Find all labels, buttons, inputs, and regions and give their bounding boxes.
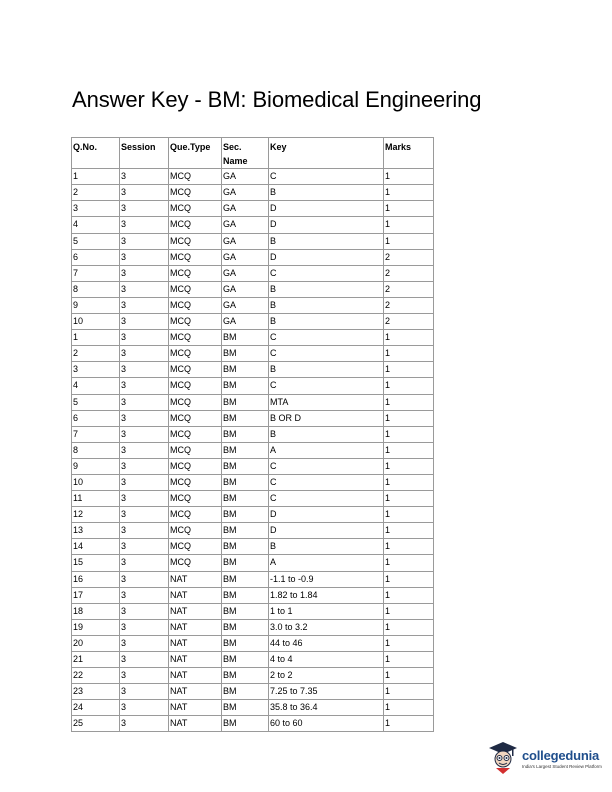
cell-que-type: MCQ (169, 458, 222, 474)
cell-key: 60 to 60 (269, 716, 384, 732)
col-header-session: Session (120, 138, 169, 169)
cell-qno: 25 (72, 716, 120, 732)
table-row (72, 233, 434, 249)
col-header-sec-name: Sec. Name (222, 138, 269, 169)
cell-marks: 1 (384, 394, 434, 410)
cell-session: 3 (120, 716, 169, 732)
cell-marks: 1 (384, 169, 434, 185)
cell-key: C (269, 491, 384, 507)
cell-sec-name: BM (222, 587, 269, 603)
cell-marks: 1 (384, 185, 434, 201)
cell-sec-name: GA (222, 297, 269, 313)
cell-que-type: MCQ (169, 346, 222, 362)
table-row (72, 201, 434, 217)
cell-que-type: NAT (169, 603, 222, 619)
cell-sec-name: BM (222, 426, 269, 442)
cell-qno: 22 (72, 668, 120, 684)
cell-qno: 7 (72, 265, 120, 281)
table-row (72, 426, 434, 442)
cell-sec-name: BM (222, 539, 269, 555)
cell-sec-name: BM (222, 668, 269, 684)
cell-session: 3 (120, 201, 169, 217)
cell-sec-name: GA (222, 217, 269, 233)
cell-session: 3 (120, 281, 169, 297)
cell-qno: 15 (72, 555, 120, 571)
cell-marks: 1 (384, 571, 434, 587)
cell-que-type: MCQ (169, 297, 222, 313)
cell-qno: 4 (72, 217, 120, 233)
cell-key: C (269, 378, 384, 394)
cell-marks: 1 (384, 539, 434, 555)
cell-session: 3 (120, 249, 169, 265)
cell-marks: 1 (384, 491, 434, 507)
cell-key: B (269, 314, 384, 330)
cell-sec-name: BM (222, 410, 269, 426)
cell-sec-name: BM (222, 555, 269, 571)
cell-key: 44 to 46 (269, 635, 384, 651)
page-title: Answer Key - BM: Biomedical Engineering (72, 87, 482, 112)
cell-sec-name: GA (222, 265, 269, 281)
collegedunia-logo (488, 740, 602, 776)
cell-qno: 13 (72, 523, 120, 539)
brand-name: collegedunia (522, 747, 600, 763)
cell-marks: 1 (384, 700, 434, 716)
table-row (72, 523, 434, 539)
cell-sec-name: BM (222, 378, 269, 394)
cell-qno: 17 (72, 587, 120, 603)
table-row (72, 169, 434, 185)
cell-marks: 1 (384, 458, 434, 474)
cell-marks: 1 (384, 362, 434, 378)
cell-sec-name: BM (222, 346, 269, 362)
cell-marks: 1 (384, 668, 434, 684)
cell-sec-name: BM (222, 474, 269, 490)
cell-marks: 1 (384, 442, 434, 458)
table-row (72, 281, 434, 297)
cell-session: 3 (120, 362, 169, 378)
cell-session: 3 (120, 571, 169, 587)
cell-qno: 10 (72, 474, 120, 490)
cell-sec-name: BM (222, 684, 269, 700)
cell-que-type: NAT (169, 716, 222, 732)
table-row (72, 410, 434, 426)
table-body (72, 169, 434, 732)
table-header-row (72, 138, 434, 169)
cell-session: 3 (120, 217, 169, 233)
cell-que-type: MCQ (169, 314, 222, 330)
cell-key: D (269, 523, 384, 539)
cell-que-type: MCQ (169, 265, 222, 281)
cell-qno: 21 (72, 652, 120, 668)
table-row (72, 652, 434, 668)
cell-key: B (269, 426, 384, 442)
cell-sec-name: GA (222, 249, 269, 265)
cell-marks: 2 (384, 281, 434, 297)
cell-marks: 1 (384, 507, 434, 523)
table-row (72, 491, 434, 507)
cell-marks: 1 (384, 523, 434, 539)
cell-qno: 18 (72, 603, 120, 619)
cell-session: 3 (120, 169, 169, 185)
cell-sec-name: BM (222, 700, 269, 716)
cell-que-type: MCQ (169, 410, 222, 426)
table-row (72, 346, 434, 362)
cell-que-type: MCQ (169, 362, 222, 378)
cell-qno: 7 (72, 426, 120, 442)
table-row (72, 555, 434, 571)
cell-qno: 6 (72, 410, 120, 426)
cell-marks: 2 (384, 249, 434, 265)
cell-key: 7.25 to 7.35 (269, 684, 384, 700)
table-row (72, 635, 434, 651)
cell-session: 3 (120, 442, 169, 458)
cell-marks: 1 (384, 684, 434, 700)
cell-sec-name: BM (222, 652, 269, 668)
cell-session: 3 (120, 555, 169, 571)
cell-qno: 9 (72, 458, 120, 474)
cell-session: 3 (120, 426, 169, 442)
cell-marks: 1 (384, 652, 434, 668)
cell-qno: 11 (72, 491, 120, 507)
cell-key: B OR D (269, 410, 384, 426)
cell-qno: 1 (72, 169, 120, 185)
cell-key: C (269, 346, 384, 362)
cell-qno: 19 (72, 619, 120, 635)
cell-qno: 3 (72, 201, 120, 217)
cell-que-type: NAT (169, 587, 222, 603)
cell-qno: 23 (72, 684, 120, 700)
cell-key: C (269, 265, 384, 281)
cell-que-type: MCQ (169, 394, 222, 410)
col-header-key: Key (269, 138, 384, 169)
cell-que-type: MCQ (169, 185, 222, 201)
cell-qno: 9 (72, 297, 120, 313)
cell-qno: 8 (72, 442, 120, 458)
table-row (72, 700, 434, 716)
col-header-que-type: Que.Type (169, 138, 222, 169)
cell-key: B (269, 185, 384, 201)
table-row (72, 603, 434, 619)
cell-key: B (269, 539, 384, 555)
cell-session: 3 (120, 652, 169, 668)
table-row (72, 684, 434, 700)
cell-marks: 1 (384, 555, 434, 571)
cell-session: 3 (120, 684, 169, 700)
cell-key: D (269, 507, 384, 523)
cell-sec-name: GA (222, 201, 269, 217)
cell-session: 3 (120, 603, 169, 619)
cell-sec-name: BM (222, 619, 269, 635)
cell-key: 4 to 4 (269, 652, 384, 668)
cell-marks: 2 (384, 297, 434, 313)
cell-key: 35.8 to 36.4 (269, 700, 384, 716)
cell-session: 3 (120, 523, 169, 539)
cell-key: D (269, 217, 384, 233)
cell-session: 3 (120, 378, 169, 394)
cell-marks: 1 (384, 346, 434, 362)
brand-tagline: India's Largest Student Review Platform (522, 763, 602, 769)
cell-sec-name: BM (222, 491, 269, 507)
cell-qno: 3 (72, 362, 120, 378)
col-header-qno: Q.No. (72, 138, 120, 169)
table-row (72, 619, 434, 635)
cell-marks: 1 (384, 474, 434, 490)
cell-que-type: MCQ (169, 330, 222, 346)
cell-qno: 1 (72, 330, 120, 346)
cell-que-type: MCQ (169, 201, 222, 217)
cell-sec-name: BM (222, 458, 269, 474)
table-row (72, 314, 434, 330)
cell-qno: 2 (72, 185, 120, 201)
cell-que-type: MCQ (169, 539, 222, 555)
cell-session: 3 (120, 491, 169, 507)
cell-marks: 1 (384, 716, 434, 732)
cell-key: A (269, 442, 384, 458)
cell-session: 3 (120, 185, 169, 201)
cell-que-type: MCQ (169, 426, 222, 442)
cell-sec-name: BM (222, 571, 269, 587)
cell-session: 3 (120, 346, 169, 362)
cell-sec-name: GA (222, 169, 269, 185)
cell-sec-name: BM (222, 603, 269, 619)
cell-sec-name: BM (222, 394, 269, 410)
cell-key: C (269, 458, 384, 474)
cell-que-type: NAT (169, 635, 222, 651)
table-row (72, 378, 434, 394)
answer-key-table (71, 137, 434, 732)
table-row (72, 362, 434, 378)
cell-qno: 5 (72, 394, 120, 410)
cell-que-type: NAT (169, 619, 222, 635)
table-row (72, 474, 434, 490)
cell-sec-name: BM (222, 507, 269, 523)
cell-key: C (269, 169, 384, 185)
cell-session: 3 (120, 233, 169, 249)
cell-marks: 1 (384, 587, 434, 603)
cell-qno: 4 (72, 378, 120, 394)
cell-key: 3.0 to 3.2 (269, 619, 384, 635)
cell-session: 3 (120, 668, 169, 684)
cell-key: 1 to 1 (269, 603, 384, 619)
cell-sec-name: BM (222, 442, 269, 458)
cell-key: B (269, 281, 384, 297)
col-header-marks: Marks (384, 138, 434, 169)
cell-key: D (269, 201, 384, 217)
cell-session: 3 (120, 314, 169, 330)
cell-sec-name: GA (222, 281, 269, 297)
cell-que-type: MCQ (169, 281, 222, 297)
cell-session: 3 (120, 330, 169, 346)
cell-qno: 6 (72, 249, 120, 265)
cell-que-type: NAT (169, 684, 222, 700)
table-row (72, 458, 434, 474)
cell-session: 3 (120, 507, 169, 523)
cell-qno: 14 (72, 539, 120, 555)
table-row (72, 668, 434, 684)
cell-sec-name: GA (222, 185, 269, 201)
cell-marks: 2 (384, 265, 434, 281)
table-row (72, 539, 434, 555)
cell-sec-name: BM (222, 523, 269, 539)
cell-sec-name: BM (222, 716, 269, 732)
cell-qno: 8 (72, 281, 120, 297)
cell-session: 3 (120, 410, 169, 426)
cell-marks: 1 (384, 603, 434, 619)
table-row (72, 249, 434, 265)
cell-qno: 5 (72, 233, 120, 249)
cell-key: 1.82 to 1.84 (269, 587, 384, 603)
cell-key: B (269, 297, 384, 313)
cell-key: MTA (269, 394, 384, 410)
cell-marks: 2 (384, 314, 434, 330)
cell-key: B (269, 362, 384, 378)
cell-session: 3 (120, 539, 169, 555)
cell-session: 3 (120, 474, 169, 490)
cell-key: C (269, 330, 384, 346)
cell-marks: 1 (384, 410, 434, 426)
table-row (72, 442, 434, 458)
cell-session: 3 (120, 297, 169, 313)
cell-sec-name: BM (222, 635, 269, 651)
cell-sec-name: GA (222, 233, 269, 249)
table-row (72, 297, 434, 313)
cell-key: 2 to 2 (269, 668, 384, 684)
cell-key: A (269, 555, 384, 571)
cell-que-type: NAT (169, 652, 222, 668)
cell-session: 3 (120, 619, 169, 635)
table-row (72, 217, 434, 233)
cell-session: 3 (120, 394, 169, 410)
cell-que-type: MCQ (169, 474, 222, 490)
cell-qno: 2 (72, 346, 120, 362)
cell-que-type: MCQ (169, 249, 222, 265)
table-row (72, 507, 434, 523)
table-row (72, 265, 434, 281)
cell-marks: 1 (384, 378, 434, 394)
table-row (72, 571, 434, 587)
cell-que-type: MCQ (169, 523, 222, 539)
cell-session: 3 (120, 458, 169, 474)
cell-que-type: MCQ (169, 507, 222, 523)
cell-que-type: NAT (169, 668, 222, 684)
cell-qno: 24 (72, 700, 120, 716)
cell-que-type: MCQ (169, 555, 222, 571)
table-row (72, 394, 434, 410)
table-row (72, 330, 434, 346)
cell-marks: 1 (384, 635, 434, 651)
cell-sec-name: BM (222, 330, 269, 346)
table-row (72, 587, 434, 603)
cell-marks: 1 (384, 426, 434, 442)
cell-marks: 1 (384, 217, 434, 233)
cell-marks: 1 (384, 330, 434, 346)
cell-session: 3 (120, 635, 169, 651)
cell-que-type: NAT (169, 571, 222, 587)
cell-que-type: MCQ (169, 233, 222, 249)
cell-marks: 1 (384, 233, 434, 249)
cell-qno: 12 (72, 507, 120, 523)
cell-sec-name: GA (222, 314, 269, 330)
cell-key: D (269, 249, 384, 265)
cell-que-type: MCQ (169, 169, 222, 185)
cell-que-type: MCQ (169, 378, 222, 394)
cell-session: 3 (120, 265, 169, 281)
cell-qno: 20 (72, 635, 120, 651)
cell-marks: 1 (384, 619, 434, 635)
cell-que-type: MCQ (169, 442, 222, 458)
cell-session: 3 (120, 700, 169, 716)
cell-que-type: MCQ (169, 217, 222, 233)
cell-qno: 16 (72, 571, 120, 587)
table-row (72, 716, 434, 732)
cell-que-type: NAT (169, 700, 222, 716)
cell-sec-name: BM (222, 362, 269, 378)
cell-session: 3 (120, 587, 169, 603)
cell-marks: 1 (384, 201, 434, 217)
cell-key: C (269, 474, 384, 490)
graduate-mascot-icon (488, 740, 518, 776)
cell-key: B (269, 233, 384, 249)
cell-key: -1.1 to -0.9 (269, 571, 384, 587)
table-row (72, 185, 434, 201)
cell-que-type: MCQ (169, 491, 222, 507)
cell-qno: 10 (72, 314, 120, 330)
